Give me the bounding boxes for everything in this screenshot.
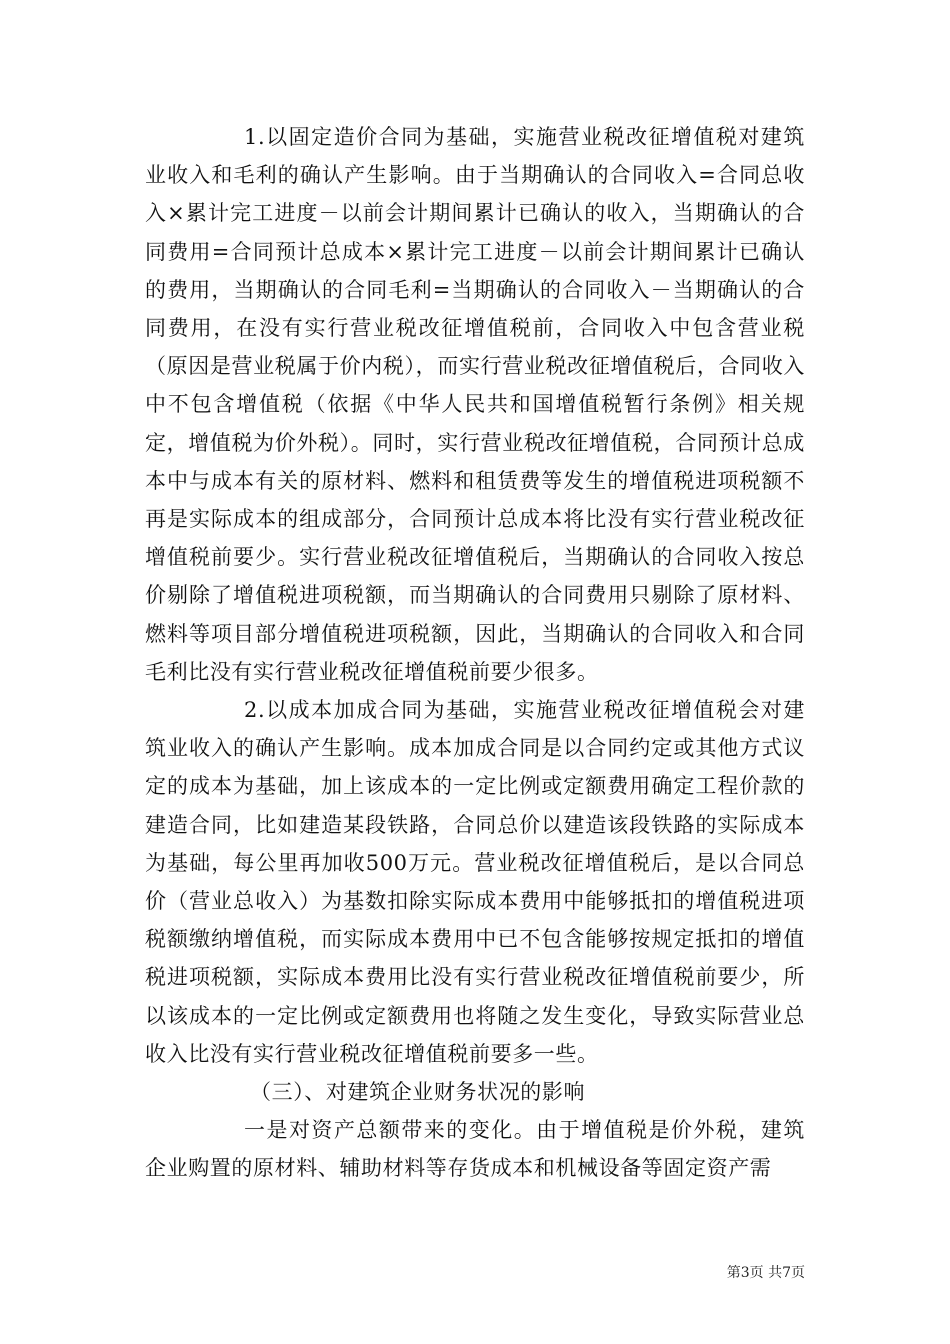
body-text — [145, 118, 805, 1188]
section-heading-financial-status: （三）、对建筑企业财务状况的影响 — [250, 1080, 586, 1105]
page-number-footer: 第3页 共7页 — [726, 1265, 805, 1281]
paragraph-fixed-price-contract: 1.以固定造价合同为基础，实施营业税改征增值税对建筑业收入和毛利的确认产生影响。由于当期确认的合同收入=合同总收入×累计完工进度－以前会计期间累计已确认的收入，当期确认的合同费用=合同预计总成本×累计完工进度－以前会计期间累计已确认的费用，当期确认的合同毛利=当期确认的合同收入－当期确认的合同费用，在没有实行营业税改征增值税前，合同收入中包含营业税（原因是营业税属于价内税），而实行营业税改征增值税后，合同收入中不包含增值税（依据《中华人民共和国增值税暂行条例》相关规定，增值税为价外税）。同时，实行营业税改征增值税，合同预计总成本中与成本有关的原材料、燃料和租赁费等发生的增值税进项税额不再是实际成本的组成部分，合同预计总成本将比没有实行营业税改征增值税前要少。实行营业税改征增值税后，当期确认的合同收入按总价剔除了增值税进项税额，而当期确认的合同费用只剔除了原材料、燃料等项目部分增值税进项税额，因此，当期确认的合同收入和合同毛利比没有实行营业税改征增值税前要少很多。 — [145, 125, 805, 684]
paragraph-total-assets-change: 一是对资产总额带来的变化。由于增值税是价外税，建筑企业购置的原材料、辅助材料等存货成本和机械设备等固定资产需 — [145, 1118, 805, 1181]
paragraph-cost-plus-contract: 2.以成本加成合同为基础，实施营业税改征增值税会对建筑业收入的确认产生影响。成本加成合同是以合同约定或其他方式议定的成本为基础，加上该成本的一定比例或定额费用确定工程价款的建造合同，比如建造某段铁路，合同总价以建造该段铁路的实际成本为基础，每公里再加收500万元。营业税改征增值税后，是以合同总价（营业总收入）为基数扣除实际成本费用中能够抵扣的增值税进项税额缴纳增值税，而实际成本费用中已不包含能够按规定抵扣的增值税进项税额，实际成本费用比没有实行营业税改征增值税前要少，所以该成本的一定比例或定额费用也将随之发生变化，导致实际营业总收入比没有实行营业税改征增值税前要多一些。 — [145, 698, 805, 1066]
